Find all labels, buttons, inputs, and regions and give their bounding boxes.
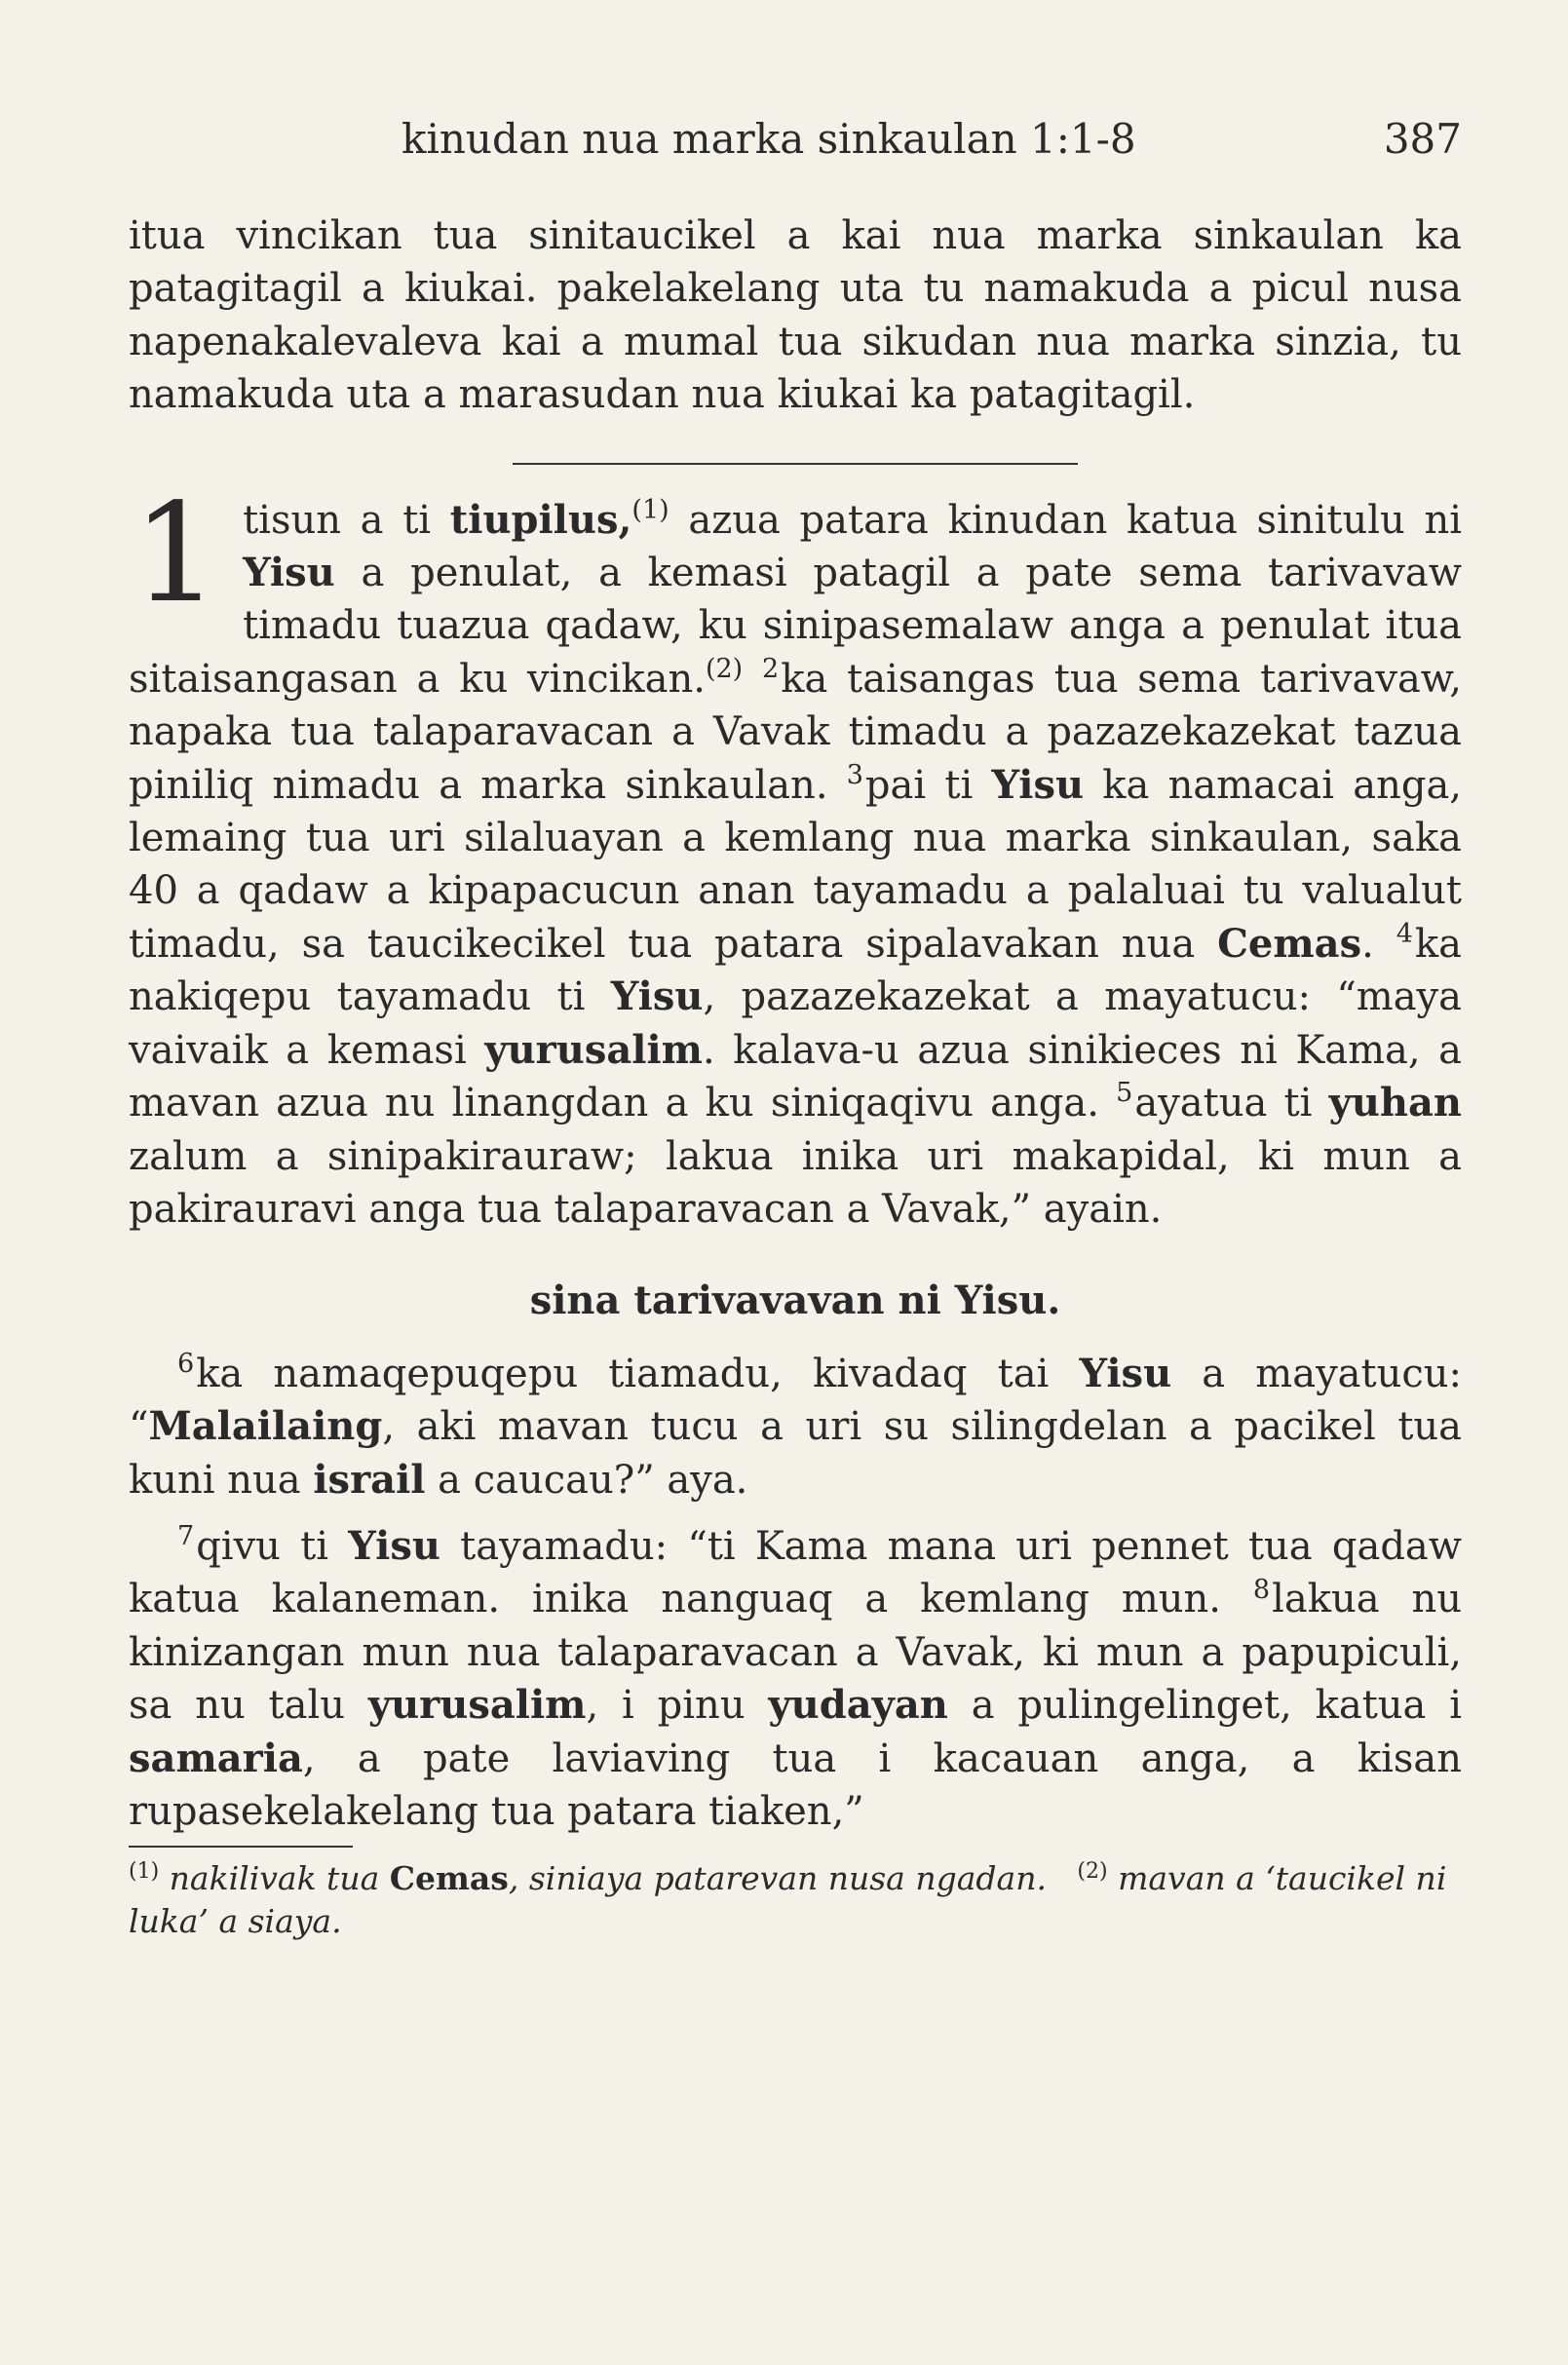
page-header (129, 115, 1462, 173)
place-yurusalim: yurusalim (367, 1682, 587, 1729)
page-number: 387 (1383, 115, 1462, 163)
text-run: a mayatucu: “ (129, 1351, 1462, 1450)
name-yisu: Yisu (991, 761, 1085, 808)
text-run: tisun a ti (243, 497, 450, 543)
text-run: zalum a sinipakirauraw; lakua inika uri makapidal, ki mun a pakirauravi anga tua talaparavacan a Vavak,” ayain. (129, 1133, 1462, 1232)
footnote-text: , siniaya patarevan nusa ngadan. (508, 1859, 1047, 1898)
text-run: pai ti (864, 762, 992, 808)
text-run: . (1361, 921, 1396, 967)
footnote-text: nakilivak tua (159, 1859, 390, 1898)
footnote-text: mavan a ‘taucikel ni luka’ a siaya. (129, 1859, 1447, 1941)
footnote-mark-2: (2) (1077, 1859, 1108, 1885)
text-run: ka namaqepuqepu tiamadu, kivadaq tai (196, 1351, 1080, 1396)
place-yudayan: yudayan (768, 1682, 948, 1729)
text-run: ka namacai anga, lemaing tua uri silaluayan a kemlang nua marka sinkaulan, saka 40 a qadaw a kipapacucun anan tayamadu a palaluai tu valualut timadu, sa taucikecikel tua patara sipalavakan nua (129, 762, 1463, 967)
verse-number-6: 6 (177, 1348, 195, 1379)
name-yisu: Yisu (610, 973, 704, 1020)
text-run: ka nakiqepu tayamadu ti (129, 921, 1462, 1020)
text-run: , a pate laviaving tua i kacauan anga, a kisan rupasekelakelang tua patara tiaken,” (129, 1736, 1462, 1834)
footnote-rule (129, 1846, 353, 1848)
verse-number-5: 5 (1116, 1078, 1133, 1109)
verse-number-2: 2 (762, 654, 780, 684)
text-run: tayamadu: “ti Kama mana uri pennet tua qadaw katua kalaneman. inika nanguaq a kemlang mun. (129, 1523, 1463, 1622)
place-yurusalim: yurusalim (484, 1026, 703, 1073)
text-run: , aki mavan tucu a uri su silingdelan a pacikel tua kuni nua (129, 1404, 1462, 1503)
footnote-cemas: Cemas (389, 1859, 509, 1898)
name-tiupilus: tiupilus, (449, 496, 632, 543)
text-run: , pazazekazekat a mayatucu: “maya vaivaik a kemasi (129, 974, 1463, 1073)
name-yisu: Yisu (348, 1522, 440, 1569)
verse-number-8: 8 (1252, 1574, 1271, 1605)
name-yuhan: yuhan (1328, 1080, 1462, 1126)
text-run: azua patara kinudan katua sinitulu ni (669, 497, 1462, 543)
chapter-number: 1 (133, 474, 220, 633)
verse-number-3: 3 (846, 759, 863, 790)
chapter-paragraph-2 (129, 1348, 1462, 1507)
running-head: kinudan nua marka sinkaulan 1:1-8 (402, 115, 1136, 163)
text-run: ayatua ti (1134, 1081, 1329, 1126)
text-run: lakua nu kinizangan mun nua talaparavacan a Vavak, ki mun a papupiculi, sa nu talu (129, 1577, 1462, 1729)
text-run: ka taisangas tua sema tarivavaw, napaka tua talaparavacan a Vavak timadu a pazazekazekat tazua piniliq nimadu a marka sinkaulan. (129, 656, 1463, 808)
section-divider (513, 463, 1078, 465)
page-body (129, 210, 1462, 1943)
name-yisu: Yisu (243, 550, 335, 596)
name-yisu: Yisu (1079, 1350, 1172, 1396)
text-run: . kalava-u azua sinikieces ni Kama, a mavan azua nu linangdan a ku siniqaqivu anga. (129, 1027, 1463, 1126)
footnote-ref-2: (2) (705, 654, 744, 684)
footnotes (129, 1857, 1462, 1943)
name-israil: israil (313, 1456, 426, 1503)
text-run: , i pinu (586, 1683, 769, 1729)
text-run: a pulingelinget, katua i (947, 1683, 1462, 1729)
chapter-paragraph-1 (129, 474, 1463, 1237)
verse-number-7: 7 (177, 1521, 195, 1552)
section-heading: sina tarivavavan ni Yisu. (529, 1278, 1061, 1324)
footnote-mark-1: (1) (129, 1859, 160, 1885)
text-run: a caucau?” aya. (425, 1457, 748, 1503)
title-malailaing: Malailaing (148, 1403, 383, 1450)
text-run: qivu ti (196, 1523, 349, 1569)
footnote-ref-1: (1) (631, 494, 669, 525)
text-run: a penulat, a kemasi patagil a pate sema tarivavaw timadu tuazua qadaw, ku sinipasemalaw anga a penulat itua sitaisangasan a ku vincikan. (129, 551, 1462, 702)
verse-number-4: 4 (1396, 919, 1413, 950)
name-cemas: Cemas (1217, 920, 1362, 967)
chapter-paragraph-3 (129, 1520, 1462, 1838)
place-samaria: samaria (129, 1735, 303, 1781)
intro-paragraph: itua vincikan tua sinitaucikel a kai nua marka sinkaulan ka patagitagil a kiukai. pakelakelang uta tu namakuda a picul nusa napenakalevaleva kai a mumal tua sikudan nua marka sinzia, tu namakuda uta a marasudan nua kiukai ka patagitagil. (129, 213, 1462, 418)
